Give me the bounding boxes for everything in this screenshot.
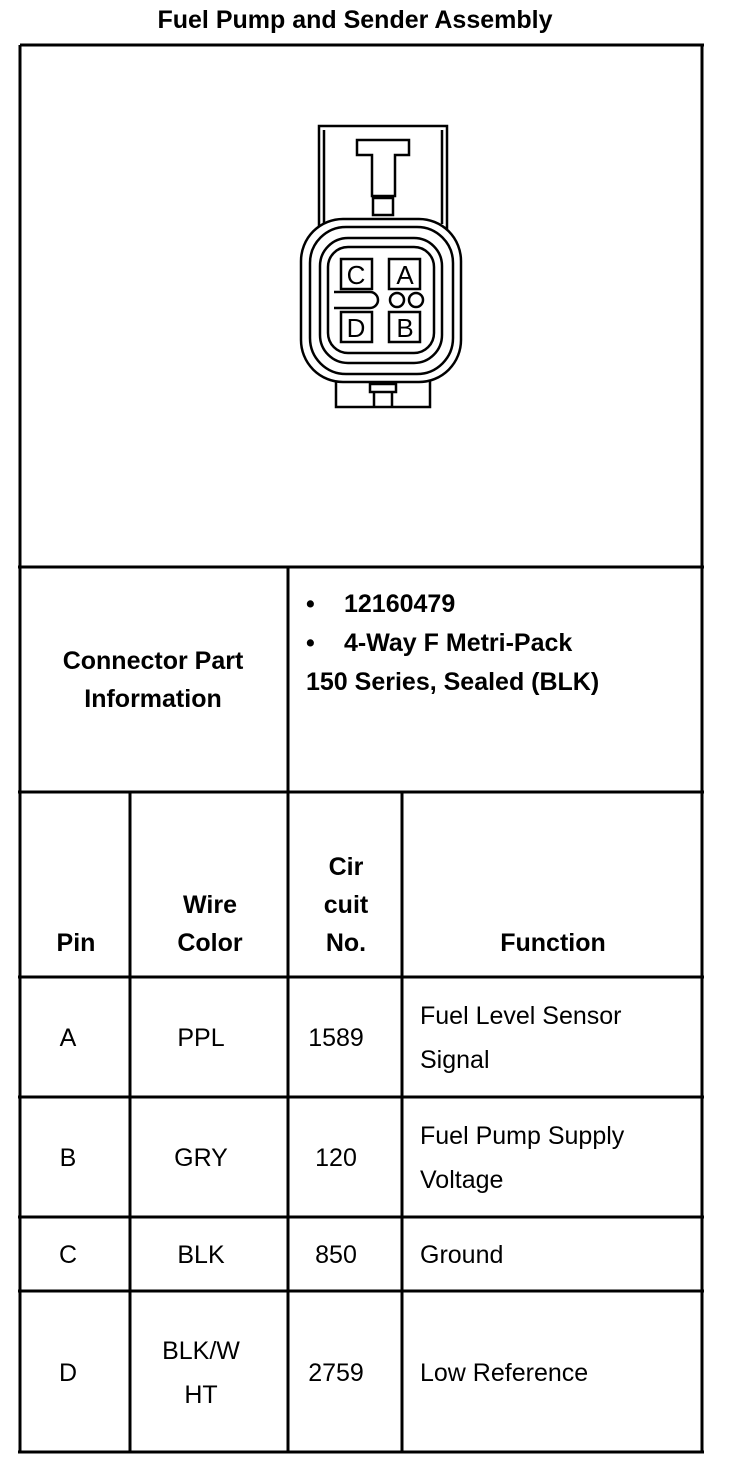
connector-description-1: 4-Way F Metri-Pack [344,629,573,657]
row-b-function-line2: Voltage [420,1166,504,1194]
header-circuit-line3: No. [325,929,367,957]
row-a-circuit: 1589 [308,1024,364,1052]
row-d-wire-color-line1: BLK/W [162,1336,240,1365]
page-title: Fuel Pump and Sender Assembly [157,6,553,34]
connector-label-line2: Information [84,685,222,713]
row-a-function-line1: Fuel Level Sensor [420,1002,622,1030]
row-a-function-line2: Signal [420,1046,490,1074]
row-d-circuit: 2759 [308,1358,364,1387]
connector-description-2: 150 Series, Sealed (BLK) [306,668,600,696]
part-number-line [306,585,696,624]
row-b-pin: B [59,1144,77,1172]
row-d-pin: D [58,1358,78,1387]
description-line-1 [306,624,696,663]
part-number: 12160479 [344,590,456,618]
connector-part-info-value [306,585,696,702]
header-wire-color-line1: Wire [183,891,237,919]
row-c-function [404,1219,702,1291]
header-function [404,800,702,968]
header-pin [22,800,130,968]
header-circuit-line1: Cir [328,853,364,881]
header-wire-color [132,800,288,968]
row-d-function-line1: Low Reference [420,1358,589,1387]
header-function-text: Function [500,929,606,957]
row-a-wire-color-text: PPL [177,1024,225,1052]
row-a-wire-color [132,979,270,1097]
header-circuit-no [290,800,402,968]
header-circuit-line2: cuit [323,891,369,919]
row-b-wire-color [132,1099,270,1217]
cavity-d-label: D [346,313,366,343]
row-c-function-line1: Ground [420,1241,504,1269]
row-c-wire-color-text: BLK [177,1241,225,1269]
row-d-wire-color-line2: HT [184,1380,218,1409]
row-b-function-line1: Fuel Pump Supply [420,1122,625,1150]
row-c-pin: C [58,1241,78,1269]
cavity-b-label: B [396,313,414,343]
connector-label-line1: Connector Part [62,647,244,675]
cavity-c-label: C [346,260,366,290]
connector-diagram [0,0,736,570]
row-b-wire-color-text: GRY [174,1144,228,1172]
bullet-1: • [306,590,315,618]
row-a-pin: A [59,1024,77,1052]
connector-part-info-label [22,570,284,790]
row-a-function [404,979,702,1097]
row-b-function [404,1099,702,1217]
row-d-function [404,1293,702,1452]
bullet-2: • [306,629,315,657]
header-pin-text: Pin [56,929,96,957]
cavity-a-label: A [396,260,414,290]
row-c-wire-color [132,1219,270,1291]
row-d-wire-color [132,1293,270,1452]
row-b-circuit: 120 [315,1144,357,1172]
row-c-circuit: 850 [315,1241,357,1269]
header-wire-color-line2: Color [177,929,243,957]
